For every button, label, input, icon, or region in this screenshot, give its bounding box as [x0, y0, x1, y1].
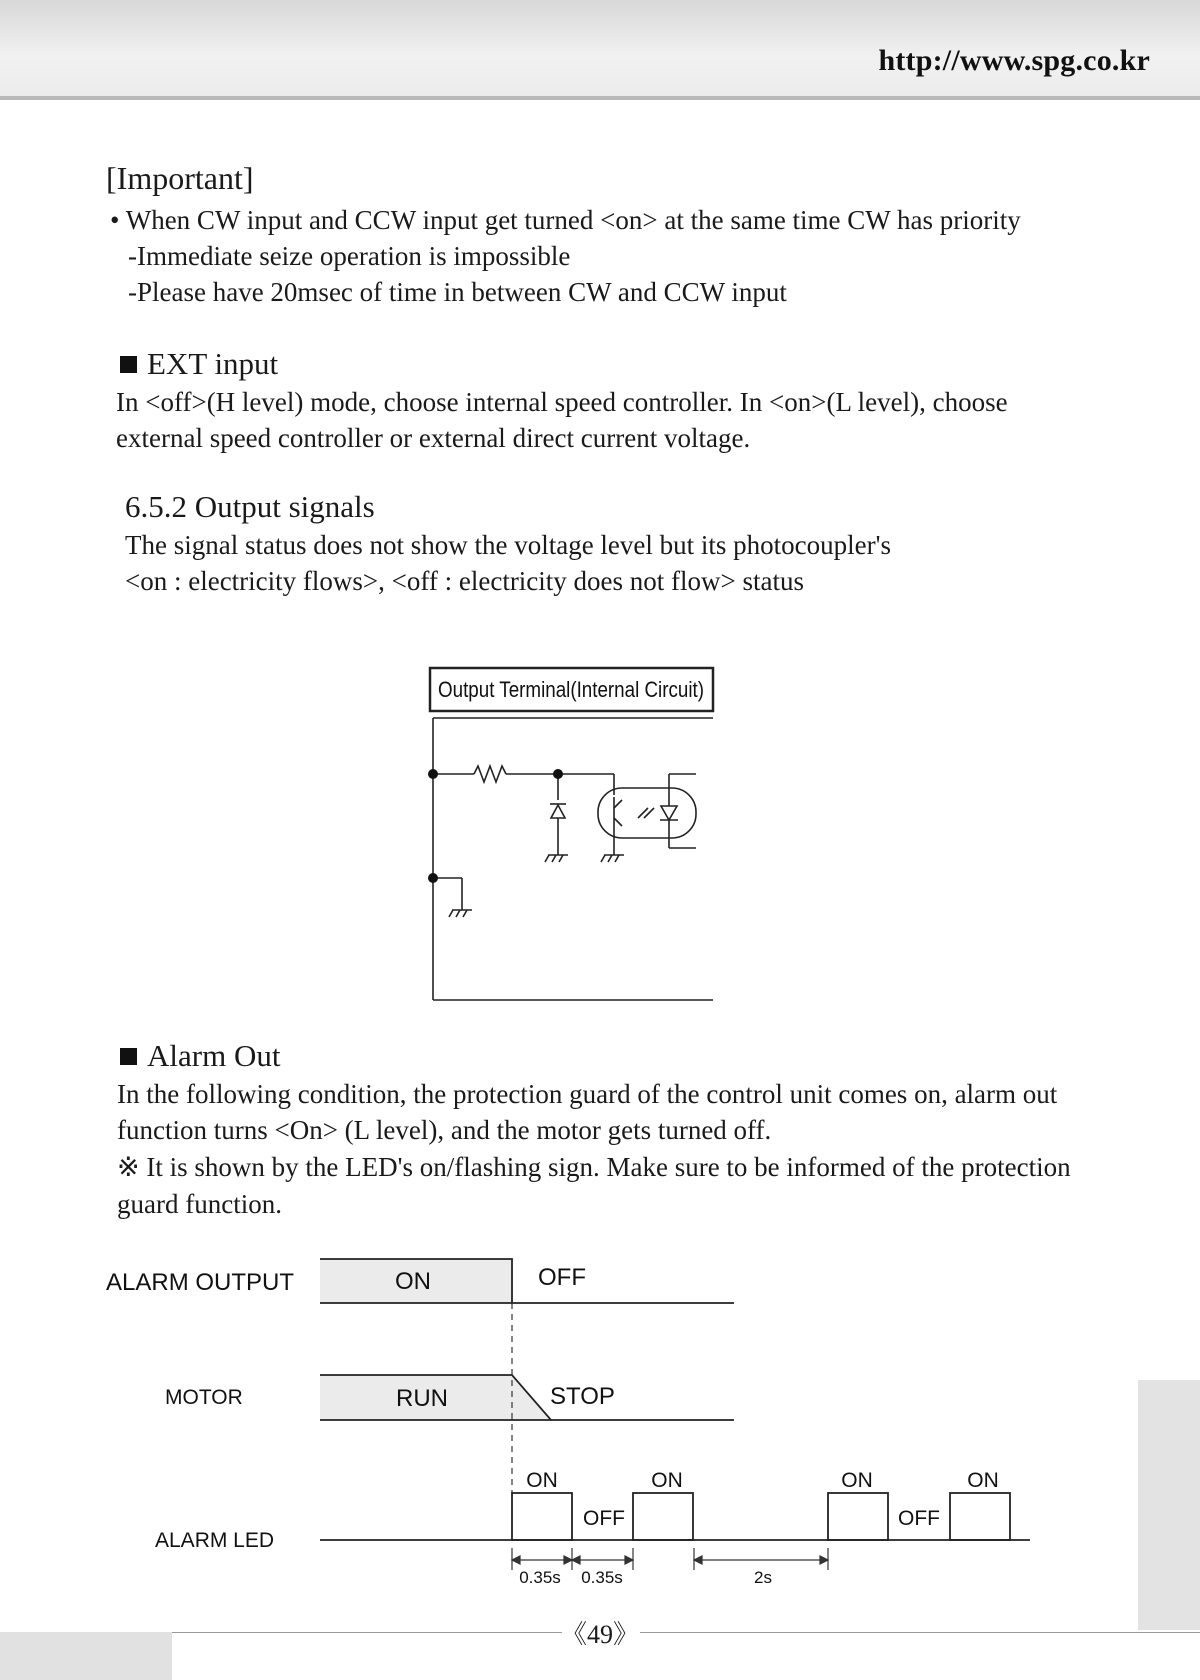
- led-off-label-2: OFF: [898, 1507, 940, 1530]
- alarm-out-title: Alarm Out: [147, 1038, 281, 1073]
- alarm-output-on-label: ON: [395, 1268, 431, 1295]
- footer-rule-right: [640, 1632, 1200, 1633]
- ext-input-line-1: In <off>(H level) mode, choose internal speed controller. In <on>(L level), choose: [116, 387, 1008, 417]
- motor-run-label: RUN: [396, 1385, 448, 1412]
- led-on-label-4: ON: [967, 1469, 999, 1492]
- led-on-label-2: ON: [651, 1469, 683, 1492]
- ext-input-line-2: external speed controller or external direct current voltage.: [116, 423, 751, 453]
- duration-label-3: 2s: [754, 1568, 772, 1587]
- important-line-1: • When CW input and CCW input get turned <on> at the same time CW has priority: [110, 205, 1021, 235]
- important-line-3: -Please have 20msec of time in between CW and CCW input: [128, 277, 787, 307]
- motor-label: MOTOR: [165, 1386, 243, 1409]
- footer-rule-left: [172, 1632, 562, 1633]
- important-title: [Important]: [106, 160, 254, 196]
- ext-input-title: EXT input: [147, 346, 279, 381]
- output-signals-title: 6.5.2 Output signals: [125, 489, 375, 524]
- alarm-out-line-2: function turns <On> (L level), and the motor gets turned off.: [117, 1115, 772, 1145]
- duration-label-2: 0.35s: [581, 1568, 623, 1587]
- alarm-out-line-1: In the following condition, the protection guard of the control unit comes on, alarm out: [117, 1079, 1058, 1109]
- page-number: 《49》: [560, 1620, 639, 1649]
- led-on-label-1: ON: [526, 1469, 558, 1492]
- led-off-label-1: OFF: [583, 1507, 625, 1530]
- output-signals-line-1: The signal status does not show the voltage level but its photocoupler's: [125, 530, 891, 560]
- header-url[interactable]: http://www.spg.co.kr: [878, 44, 1150, 77]
- alarm-output-label: ALARM OUTPUT: [106, 1269, 295, 1296]
- circuit-label: Output Terminal(Internal Circuit): [438, 677, 704, 702]
- alarm-out-line-4: guard function.: [117, 1189, 282, 1219]
- footer-block: [0, 1632, 172, 1680]
- output-signals-line-2: <on : electricity flows>, <off : electricity does not flow> status: [125, 566, 805, 596]
- duration-markers: [512, 1548, 828, 1570]
- motor-stop-label: STOP: [550, 1383, 615, 1410]
- alarm-led-label: ALARM LED: [155, 1529, 275, 1552]
- led-on-label-3: ON: [841, 1469, 873, 1492]
- alarm-out-line-3: ※ It is shown by the LED's on/flashing sign. Make sure to be informed of the protection: [117, 1152, 1071, 1182]
- alarm-output-off-label: OFF: [538, 1264, 586, 1291]
- important-line-2: -Immediate seize operation is impossible: [128, 241, 571, 271]
- side-tab: [1138, 1380, 1200, 1630]
- duration-label-1: 0.35s: [519, 1568, 561, 1587]
